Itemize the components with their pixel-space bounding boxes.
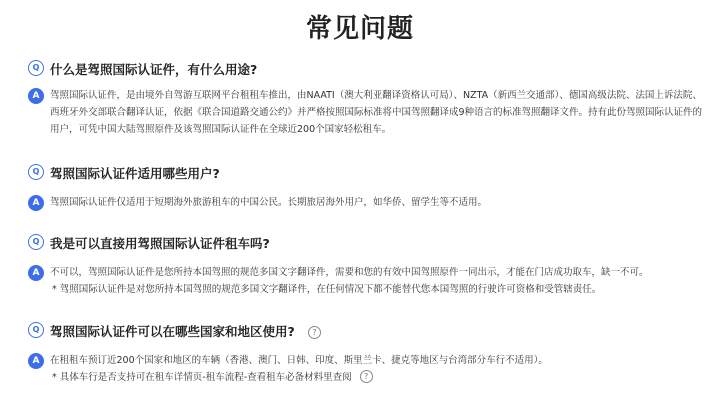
faq-question[interactable] <box>28 321 708 340</box>
answer-note: * 驾照国际认证件是对您所持本国驾照的规范多国文字翻译件，在任何情况下都不能替代您本国驾照的行驶许可资格和受管辖责任。 <box>52 284 602 295</box>
answer-badge: A <box>28 195 44 211</box>
answer-text: 不可以，驾照国际认证件是您所持本国驾照的规范多国文字翻译件，需要和您的有效中国驾照原件一同出示，才能在门店成功取车，缺一不可。 <box>50 267 649 278</box>
faq-question[interactable] <box>28 59 708 78</box>
question-text: 驾照国际认证件适用哪些用户? <box>50 166 220 181</box>
faq-item <box>28 59 708 138</box>
answer-text: 驾照国际认证件仅适用于短期海外旅游租车的中国公民。长期旅居海外用户，如华侨、留学生等不适用。 <box>50 197 488 208</box>
answer-text: 驾照国际认证件，是由境外自驾游互联网平台租租车推出，由NAATI（澳大利亚翻译资格认可局）、NZTA（新西兰交通部）、德国高级法院、法国上诉法院、西班牙外交部联合翻译认证，依据《联合国道路交通公约》并严格按照国际标准将中国驾照翻译成9种语言的标准驾照翻译文件。持有此份驾照国际认证件的用户，可凭中国大陆驾照原件及该驾照国际认证件在全球近200个国家轻松租车。 <box>50 90 703 135</box>
faq-answer <box>28 87 708 138</box>
faq-item <box>28 233 708 298</box>
note-text: * 具体车行是否支持可在租车详情页-租车流程-查看租车必备材料里查阅 <box>52 372 352 383</box>
faq-item <box>28 163 708 211</box>
answer-badge: A <box>28 265 44 281</box>
question-badge: Q <box>28 60 44 76</box>
page-title: 常见问题 <box>305 14 414 44</box>
answer-text: 在租租车预订近200个国家和地区的车辆（香港、澳门、日韩、印度、斯里兰卡、捷克等地区与台湾部分车行不适用）。 <box>50 355 548 366</box>
question-text: 什么是驾照国际认证件，有什么用途? <box>50 62 258 77</box>
faq-question[interactable] <box>28 163 708 182</box>
help-icon[interactable]: ? <box>308 326 321 339</box>
faq-question[interactable] <box>28 233 708 252</box>
question-badge: Q <box>28 234 44 250</box>
question-badge: Q <box>28 322 44 338</box>
faq-answer <box>28 264 708 281</box>
answer-badge: A <box>28 88 44 104</box>
question-text: 我是可以直接用驾照国际认证件租车吗? <box>50 236 270 251</box>
question-badge: Q <box>28 164 44 180</box>
answer-badge: A <box>28 353 44 369</box>
faq-item <box>28 321 708 386</box>
answer-note <box>28 369 708 386</box>
faq-answer <box>28 352 708 369</box>
faq-answer <box>28 194 708 211</box>
help-icon[interactable]: ? <box>360 370 373 383</box>
question-text: 驾照国际认证件可以在哪些国家和地区使用? <box>50 324 295 339</box>
